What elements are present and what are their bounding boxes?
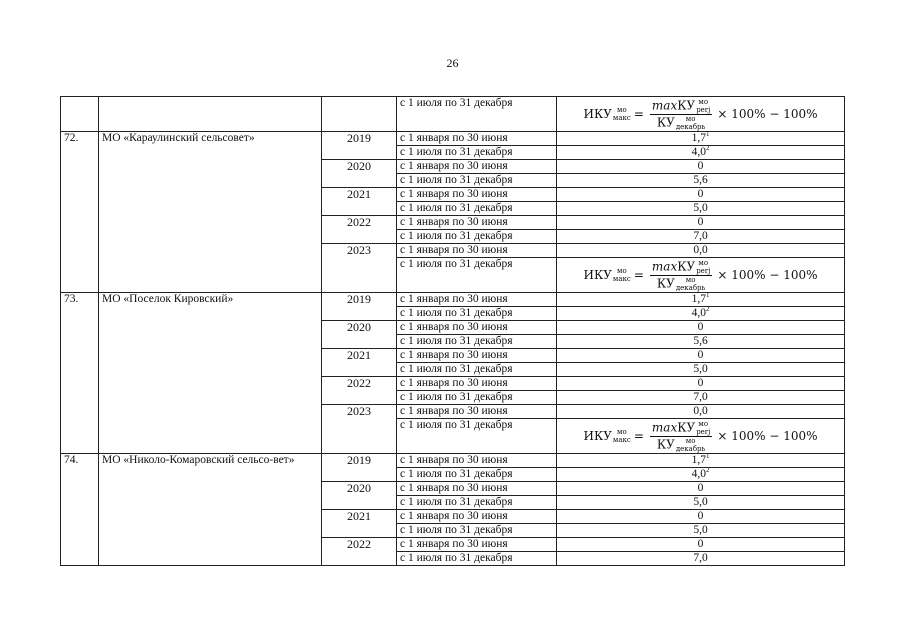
formula-part: max	[651, 259, 678, 273]
value-text: 0	[697, 321, 704, 333]
formula-part: =	[633, 428, 644, 443]
formula-part: ИКУ	[583, 428, 612, 443]
formula-lhs	[583, 428, 630, 444]
value-text: 5,0	[693, 202, 708, 214]
formula-lhs	[583, 267, 630, 283]
table-row	[61, 97, 845, 132]
tariff-index-table	[60, 96, 845, 566]
table-body	[61, 97, 845, 566]
formula-part: =	[633, 106, 644, 121]
period-cell: с 1 июля по 31 декабря	[397, 230, 557, 244]
formula-part: мо	[698, 419, 709, 428]
formula-part: мо	[698, 97, 709, 106]
value-cell	[557, 377, 845, 391]
value-cell	[557, 188, 845, 202]
period-cell: с 1 июля по 31 декабря	[397, 524, 557, 538]
value-text: 0	[697, 216, 704, 228]
footnote-marker: 1	[705, 453, 710, 461]
period-cell: с 1 июля по 31 декабря	[397, 419, 557, 454]
page-number: 26	[446, 56, 459, 70]
formula-part: макс	[612, 436, 631, 444]
formula-part: КУ	[677, 98, 696, 112]
table-row	[61, 132, 845, 146]
value-text: 0	[697, 188, 704, 200]
row-number: 72.	[61, 132, 99, 293]
value-text: 0	[697, 482, 704, 494]
value-cell	[557, 538, 845, 552]
footnote-marker: 2	[705, 306, 710, 314]
row-number: 74.	[61, 454, 99, 566]
formula-part: КУ	[677, 420, 696, 434]
period-cell: с 1 июля по 31 декабря	[397, 307, 557, 321]
year-cell: 2020	[322, 160, 397, 188]
value-text: 4,0	[691, 307, 706, 319]
period-cell: с 1 января по 30 июня	[397, 321, 557, 335]
formula-part: max	[651, 98, 678, 112]
period-cell: с 1 января по 30 июня	[397, 216, 557, 230]
value-cell	[557, 174, 845, 188]
value-cell	[557, 335, 845, 349]
municipality-name: МО «Караулинский сельсовет»	[99, 132, 322, 293]
value-cell	[557, 202, 845, 216]
value-text: 7,0	[693, 230, 708, 242]
footnote-marker: 1	[705, 131, 710, 139]
value-cell	[557, 496, 845, 510]
formula-fraction	[650, 420, 712, 453]
formula-part: мо	[685, 275, 696, 284]
name-cell	[99, 97, 322, 132]
period-cell: с 1 июля по 31 декабря	[397, 97, 557, 132]
value-text: 1,7	[691, 293, 706, 305]
formula-part: декабрь	[675, 283, 706, 292]
value-text: 1,7	[691, 454, 706, 466]
value-cell	[557, 454, 845, 468]
footnote-marker: 2	[705, 145, 710, 153]
year-cell: 2022	[322, 538, 397, 566]
value-cell	[557, 510, 845, 524]
year-cell: 2021	[322, 510, 397, 538]
period-cell: с 1 июля по 31 декабря	[397, 335, 557, 349]
formula-part: декабрь	[675, 444, 706, 453]
formula-part: КУ	[677, 259, 696, 273]
value-text: 5,6	[693, 174, 708, 186]
formula-lhs	[583, 106, 630, 122]
period-cell: с 1 июля по 31 декабря	[397, 202, 557, 216]
value-text: 4,0	[691, 468, 706, 480]
period-cell: с 1 января по 30 июня	[397, 160, 557, 174]
year-cell: 2019	[322, 293, 397, 321]
num-cell	[61, 97, 99, 132]
period-cell: с 1 января по 30 июня	[397, 538, 557, 552]
formula-part: × 100% − 100%	[717, 428, 818, 443]
value-text: 0	[697, 349, 704, 361]
formula-part: ИКУ	[583, 106, 612, 121]
value-text: 0	[697, 377, 704, 389]
period-cell: с 1 июля по 31 декабря	[397, 146, 557, 160]
year-cell: 2019	[322, 454, 397, 482]
year-cell: 2020	[322, 482, 397, 510]
formula-fraction	[650, 259, 712, 292]
value-text: 5,0	[693, 363, 708, 375]
row-number: 73.	[61, 293, 99, 454]
footnote-marker: 1	[705, 292, 710, 300]
formula-part: мо	[617, 267, 627, 275]
value-text: 0,0	[693, 244, 708, 256]
period-cell: с 1 июля по 31 декабря	[397, 552, 557, 566]
value-cell	[557, 230, 845, 244]
year-cell: 2019	[322, 132, 397, 160]
formula-part: мо	[617, 428, 627, 436]
year-cell: 2020	[322, 321, 397, 349]
value-text: 5,0	[693, 524, 708, 536]
year-cell: 2021	[322, 188, 397, 216]
year-cell: 2022	[322, 216, 397, 244]
value-text: 0,0	[693, 405, 708, 417]
formula-part: × 100% − 100%	[717, 106, 818, 121]
period-cell: с 1 июля по 31 декабря	[397, 174, 557, 188]
formula-part: мо	[698, 258, 709, 267]
period-cell: с 1 января по 30 июня	[397, 377, 557, 391]
period-cell: с 1 января по 30 июня	[397, 293, 557, 307]
formula-part: КУ	[656, 276, 675, 290]
formula-part: max	[651, 420, 678, 434]
year-cell: 2023	[322, 244, 397, 293]
municipality-name: МО «Николо-Комаровский сельсо-вет»	[99, 454, 322, 566]
formula-cell	[557, 97, 845, 132]
value-cell	[557, 293, 845, 307]
value-text: 0	[697, 510, 704, 522]
value-cell	[557, 244, 845, 258]
formula-part: мо	[617, 106, 627, 114]
formula-part: × 100% − 100%	[717, 267, 818, 282]
value-text: 7,0	[693, 391, 708, 403]
value-text: 5,0	[693, 496, 708, 508]
formula-part: perj	[696, 105, 711, 114]
value-text: 1,7	[691, 132, 706, 144]
formula-part: perj	[696, 266, 711, 275]
value-cell	[557, 524, 845, 538]
period-cell: с 1 июля по 31 декабря	[397, 468, 557, 482]
value-cell	[557, 132, 845, 146]
value-text: 7,0	[693, 552, 708, 564]
value-cell	[557, 349, 845, 363]
value-cell	[557, 321, 845, 335]
value-cell	[557, 216, 845, 230]
formula-part: мо	[685, 436, 696, 445]
value-cell	[557, 391, 845, 405]
footnote-marker: 2	[705, 467, 710, 475]
formula-part: =	[633, 267, 644, 282]
value-cell	[557, 552, 845, 566]
period-cell: с 1 января по 30 июня	[397, 482, 557, 496]
period-cell: с 1 января по 30 июня	[397, 454, 557, 468]
value-text: 4,0	[691, 146, 706, 158]
formula-part: макс	[612, 275, 631, 283]
period-cell: с 1 января по 30 июня	[397, 132, 557, 146]
formula-cell	[557, 258, 845, 293]
year-cell: 2023	[322, 405, 397, 454]
formula-part: макс	[612, 114, 631, 122]
formula-part: ИКУ	[583, 267, 612, 282]
value-cell	[557, 363, 845, 377]
formula	[560, 258, 841, 292]
value-cell	[557, 468, 845, 482]
formula-part: КУ	[656, 437, 675, 451]
year-cell: 2021	[322, 349, 397, 377]
year-cell: 2022	[322, 377, 397, 405]
formula	[560, 97, 841, 131]
value-text: 0	[697, 538, 704, 550]
formula-fraction	[650, 98, 712, 131]
period-cell: с 1 января по 30 июня	[397, 405, 557, 419]
value-cell	[557, 307, 845, 321]
formula-part: perj	[696, 427, 711, 436]
value-cell	[557, 160, 845, 174]
period-cell: с 1 января по 30 июня	[397, 244, 557, 258]
formula-cell	[557, 419, 845, 454]
value-text: 5,6	[693, 335, 708, 347]
period-cell: с 1 июля по 31 декабря	[397, 258, 557, 293]
formula-part: декабрь	[675, 122, 706, 131]
period-cell: с 1 июля по 31 декабря	[397, 363, 557, 377]
year-cell	[322, 97, 397, 132]
period-cell: с 1 июля по 31 декабря	[397, 496, 557, 510]
period-cell: с 1 января по 30 июня	[397, 188, 557, 202]
period-cell: с 1 января по 30 июня	[397, 510, 557, 524]
formula-part: КУ	[656, 115, 675, 129]
value-cell	[557, 146, 845, 160]
municipality-name: МО «Поселок Кировский»	[99, 293, 322, 454]
value-text: 0	[697, 160, 704, 172]
value-cell	[557, 405, 845, 419]
period-cell: с 1 июля по 31 декабря	[397, 391, 557, 405]
formula-part: мо	[685, 114, 696, 123]
value-cell	[557, 482, 845, 496]
formula	[560, 419, 841, 453]
table-row	[61, 454, 845, 468]
period-cell: с 1 января по 30 июня	[397, 349, 557, 363]
table-row	[61, 293, 845, 307]
